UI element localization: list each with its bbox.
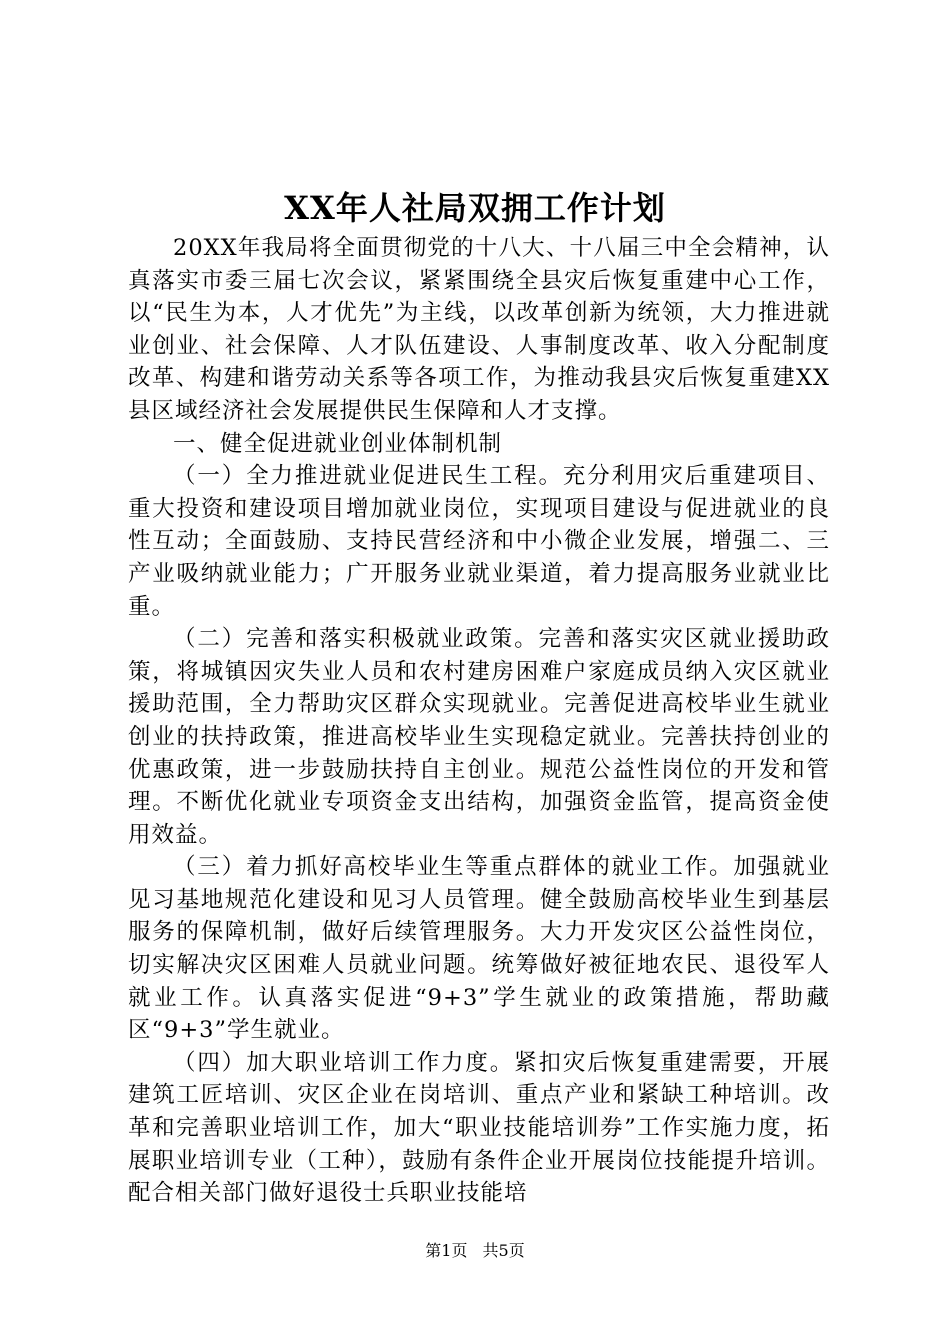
section-heading: 一、健全促进就业创业体制机制 bbox=[173, 430, 503, 457]
page-total: 共5页 bbox=[482, 1241, 525, 1260]
page-number: 第1页 bbox=[425, 1241, 468, 1260]
page-footer bbox=[0, 1240, 950, 1262]
document-body bbox=[128, 232, 830, 1210]
document-title: XX年人社局双拥工作计划 bbox=[284, 189, 666, 227]
subsection-paragraph-1: （一）全力推进就业促进民生工程。充分利用灾后重建项目、重大投资和建设项目增加就业岗位，实现项目建设与促进就业的良性互动；全面鼓励、支持民营经济和中小微企业发展，增强二、三产业吸纳就业能力；广开服务业就业渠道，着力提高服务业就业比重。 bbox=[128, 463, 830, 620]
subsection-paragraph-2: （二）完善和落实积极就业政策。完善和落实灾区就业援助政策，将城镇因灾失业人员和农村建房困难户家庭成员纳入灾区就业援助范围，全力帮助灾区群众实现就业。完善促进高校毕业生就业创业的扶持政策，推进高校毕业生实现稳定就业。完善扶持创业的优惠政策，进一步鼓励扶持自主创业。规范公益性岗位的开发和管理。不断优化就业专项资金支出结构，加强资金监管，提高资金使用效益。 bbox=[128, 626, 830, 848]
subsection-paragraph-3: （三）着力抓好高校毕业生等重点群体的就业工作。加强就业见习基地规范化建设和见习人员管理。健全鼓励高校毕业生到基层服务的保障机制，做好后续管理服务。大力开发灾区公益性岗位，切实解决灾区困难人员就业问题。统筹做好被征地农民、退役军人就业工作。认真落实促进“9+3”学生就业的政策措施，帮助藏区“9+3”学生就业。 bbox=[128, 854, 830, 1044]
subsection-paragraph-4: （四）加大职业培训工作力度。紧扣灾后恢复重建需要，开展建筑工匠培训、灾区企业在岗培训、重点产业和紧缺工种培训。改革和完善职业培训工作，加大“职业技能培训券”工作实施力度，拓展职业培训专业（工种），鼓励有条件企业开展岗位技能提升培训。配合相关部门做好退役士兵职业技能培 bbox=[128, 1049, 830, 1207]
intro-paragraph: 20XX年我局将全面贯彻党的十八大、十八届三中全会精神，认真落实市委三届七次会议，紧紧围绕全县灾后恢复重建中心工作，以“民生为本，人才优先”为主线，以改革创新为统领，大力推进就业创业、社会保障、人才队伍建设、人事制度改革、收入分配制度改革、构建和谐劳动关系等各项工作，为推动我县灾后恢复重建XX县区域经济社会发展提供民生保障和人才支撑。 bbox=[128, 235, 830, 424]
